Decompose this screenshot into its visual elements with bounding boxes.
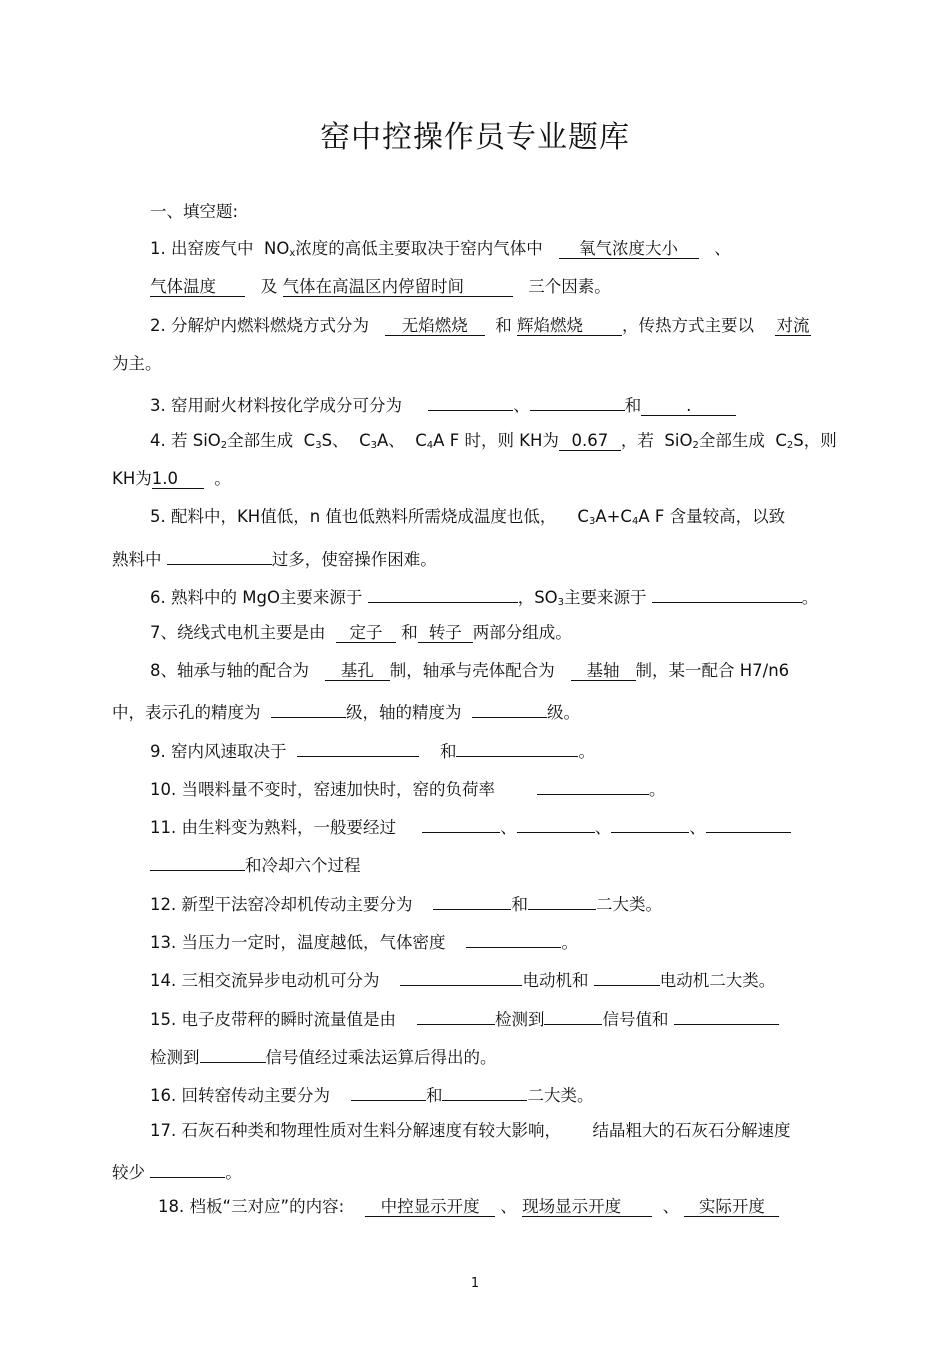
question-18	[158, 1196, 779, 1218]
question-14	[150, 966, 775, 992]
answer-blank: 0.67	[559, 431, 621, 451]
answer-blank	[611, 813, 689, 833]
question-text: 。	[561, 933, 578, 952]
question-2-line-2: 为主。	[112, 354, 162, 373]
question-text: 三个因素。	[528, 277, 611, 296]
question-text: C	[303, 431, 316, 450]
subscript: 4	[631, 516, 639, 527]
question-text: A F 含量较高，以致	[638, 507, 786, 526]
question-5-line-1	[150, 506, 785, 533]
question-text: 二大类。	[595, 895, 662, 914]
question-text: 、	[594, 818, 612, 837]
answer-blank	[537, 775, 649, 795]
answer-blank	[674, 1005, 779, 1025]
question-9	[150, 737, 595, 763]
question-text: 过多，使窑操作困难。	[271, 550, 437, 569]
subscript: 3	[370, 440, 377, 451]
question-text: 14. 三相交流异步电动机可分为	[150, 971, 380, 990]
question-15-line-1	[150, 1005, 779, 1031]
answer-blank: 中控显示开度	[365, 1197, 495, 1217]
subscript: 2	[220, 440, 228, 451]
subscript: 2	[786, 440, 794, 451]
question-text: 1. 出窑废气中	[150, 239, 254, 258]
question-text: 。	[648, 780, 666, 799]
question-4-line-2	[112, 468, 231, 490]
answer-blank	[417, 1005, 495, 1025]
question-text: SiO	[664, 431, 693, 450]
answer-blank: 氧气浓度大小	[559, 239, 699, 259]
question-text: 检测到	[494, 1010, 545, 1029]
question-15-line-2	[150, 1043, 497, 1069]
question-1-line-1	[150, 238, 731, 265]
question-text: 和冷却六个过程	[245, 856, 361, 875]
answer-blank: 对流	[776, 316, 810, 335]
question-17-line-1	[150, 1120, 790, 1142]
answer-blank	[528, 890, 596, 910]
question-16	[150, 1081, 593, 1107]
answer-blank: 无焰燃烧	[385, 316, 485, 336]
question-text: 11. 由生料变为熟料，一般要经过	[150, 818, 396, 837]
answer-blank	[150, 851, 245, 871]
subscript: 4	[426, 440, 434, 451]
question-text: 电动机二大类。	[659, 971, 776, 990]
answer-blank	[456, 737, 578, 757]
page-number: 1	[470, 1276, 480, 1291]
question-text: SiO	[192, 431, 221, 450]
question-text: A F 时，则 KH为	[433, 431, 559, 450]
answer-blank	[472, 698, 547, 718]
question-4-line-1	[150, 430, 837, 457]
answer-blank: 辉焰燃烧	[517, 316, 622, 336]
question-text: C	[359, 431, 371, 450]
answer-blank	[422, 813, 500, 833]
answer-blank: 气体在高温区内停留时间	[283, 277, 513, 297]
question-text: 检测到	[150, 1048, 200, 1067]
question-text: 级。	[547, 703, 580, 722]
question-17-line-2	[112, 1158, 242, 1184]
answer-blank	[271, 698, 346, 718]
question-8-line-1	[150, 660, 789, 682]
question-text: 主要来源于	[564, 588, 647, 607]
subscript: 2	[692, 440, 699, 451]
question-text: A、	[376, 431, 405, 450]
question-text: ，若	[620, 431, 654, 450]
answer-blank	[442, 1081, 527, 1101]
question-text: 、	[714, 239, 731, 258]
question-text: ，传热方式主要以	[622, 316, 754, 335]
question-text: A+C	[595, 507, 632, 526]
question-5-line-2	[112, 545, 437, 571]
question-text: 结晶粗大的石灰石分解速度	[592, 1121, 791, 1140]
answer-blank: 实际开度	[684, 1197, 779, 1217]
question-text: 和	[624, 396, 642, 415]
question-text: 。	[801, 588, 819, 607]
question-text: 、	[513, 396, 530, 415]
question-text: 和	[425, 1086, 443, 1105]
subscript: 3	[588, 516, 596, 527]
question-text: 、	[689, 818, 706, 837]
question-text: 17. 石灰石种类和物理性质对生料分解速度有较大影响，	[150, 1121, 561, 1140]
question-text: 、	[662, 1197, 680, 1216]
answer-blank: 转子	[418, 623, 473, 643]
question-11-line-2	[150, 851, 361, 877]
answer-blank: 基孔	[325, 661, 390, 681]
question-text: 6. 熟料中的 MgO主要来源于	[150, 588, 363, 607]
question-text: 13. 当压力一定时，温度越低，气体密度	[150, 933, 446, 952]
question-text: 15. 电子皮带秤的瞬时流量值是由	[150, 1010, 396, 1029]
question-text: C	[775, 431, 787, 450]
question-text: 电动机和	[522, 971, 589, 990]
question-text: 及	[260, 277, 278, 296]
question-text: S，则	[793, 431, 837, 450]
question-6	[150, 583, 818, 614]
answer-blank	[652, 583, 802, 603]
section-heading: 一、填空题:	[150, 202, 239, 221]
answer-blank	[530, 391, 625, 411]
question-1-line-2	[150, 276, 611, 298]
question-text: 10. 当喂料量不变时，窑速加快时，窑的负荷率	[150, 780, 495, 799]
answer-blank	[466, 928, 561, 948]
question-text: 和	[401, 623, 418, 642]
question-text: C	[577, 507, 589, 526]
question-text: 较少	[112, 1163, 145, 1182]
subscript: 3	[315, 440, 322, 451]
question-text: 。	[225, 1163, 242, 1182]
answer-blank: 1.0	[152, 469, 204, 489]
answer-blank	[594, 966, 660, 986]
answer-blank: 定子	[336, 623, 396, 643]
answer-blank	[297, 737, 419, 757]
question-text: 9. 窑内风速取决于	[150, 742, 287, 761]
question-text: KH为	[112, 469, 152, 488]
page-title: 窑中控操作员专业题库	[320, 120, 630, 155]
question-text: 全部生成	[227, 431, 294, 450]
question-7	[150, 622, 572, 644]
question-text: 、	[500, 1197, 517, 1216]
answer-blank: .	[641, 396, 736, 416]
question-text: 浓度的高低主要取决于窑内气体中	[295, 239, 543, 258]
question-text: NO	[264, 239, 290, 258]
question-text: 。	[214, 469, 231, 488]
question-text: 5. 配料中，KH值低，n 值也低熟料所需烧成温度也低，	[150, 507, 557, 526]
question-12	[150, 890, 662, 916]
answer-blank	[706, 813, 791, 833]
question-3	[150, 391, 736, 417]
question-text: 信号值和	[602, 1010, 669, 1029]
question-text: C	[415, 431, 427, 450]
question-text: 3. 窑用耐火材料按化学成分可分为	[150, 396, 402, 415]
question-2-line-1	[150, 315, 811, 337]
question-text: 7、绕线式电机主要是由	[150, 623, 326, 642]
question-text: 。	[578, 742, 595, 761]
question-text: 和	[511, 895, 528, 914]
answer-blank: 基轴	[571, 661, 636, 681]
question-text: 12. 新型干法窑冷却机传动主要分为	[150, 895, 413, 914]
question-text: 制，轴承与壳体配合为	[389, 661, 555, 680]
answer-blank	[517, 813, 595, 833]
answer-blank	[400, 966, 522, 986]
question-text: 和	[439, 742, 457, 761]
question-text: S、	[321, 431, 349, 450]
question-13	[150, 928, 578, 954]
answer-blank	[428, 391, 513, 411]
question-text: 信号值经过乘法运算后得出的。	[265, 1048, 497, 1067]
question-10	[150, 775, 665, 801]
subscript: x	[289, 248, 296, 259]
answer-blank	[351, 1081, 426, 1101]
answer-blank	[433, 890, 511, 910]
question-11-line-1	[150, 813, 791, 839]
question-text: 级，轴的精度为	[346, 703, 462, 722]
answer-blank	[200, 1043, 266, 1063]
question-text: 熟料中	[112, 550, 162, 569]
question-text: 和	[495, 316, 512, 335]
answer-blank: 现场显示开度	[522, 1197, 652, 1217]
question-8-line-2	[112, 698, 580, 724]
answer-blank	[150, 1158, 225, 1178]
question-text: 4. 若	[150, 431, 188, 450]
answer-blank	[544, 1005, 602, 1025]
question-text: 制，某一配合 H7/n6	[635, 661, 790, 680]
question-text: 二大类。	[527, 1086, 594, 1105]
answer-blank	[167, 545, 272, 565]
question-text: 18. 档板“三对应”的内容:	[158, 1197, 345, 1216]
answer-blank	[368, 583, 518, 603]
question-text: 16. 回转窑传动主要分为	[150, 1086, 330, 1105]
question-text: 全部生成	[698, 431, 765, 450]
question-text: ，SO	[517, 588, 558, 607]
question-text: 、	[500, 818, 517, 837]
question-text: 两部分组成。	[472, 623, 572, 642]
answer-blank: 气体温度	[150, 277, 245, 297]
question-text: 8、轴承与轴的配合为	[150, 661, 309, 680]
question-text: 2. 分解炉内燃料燃烧方式分为	[150, 316, 369, 335]
subscript: 3	[557, 597, 565, 608]
question-text: 中，表示孔的精度为	[112, 703, 261, 722]
